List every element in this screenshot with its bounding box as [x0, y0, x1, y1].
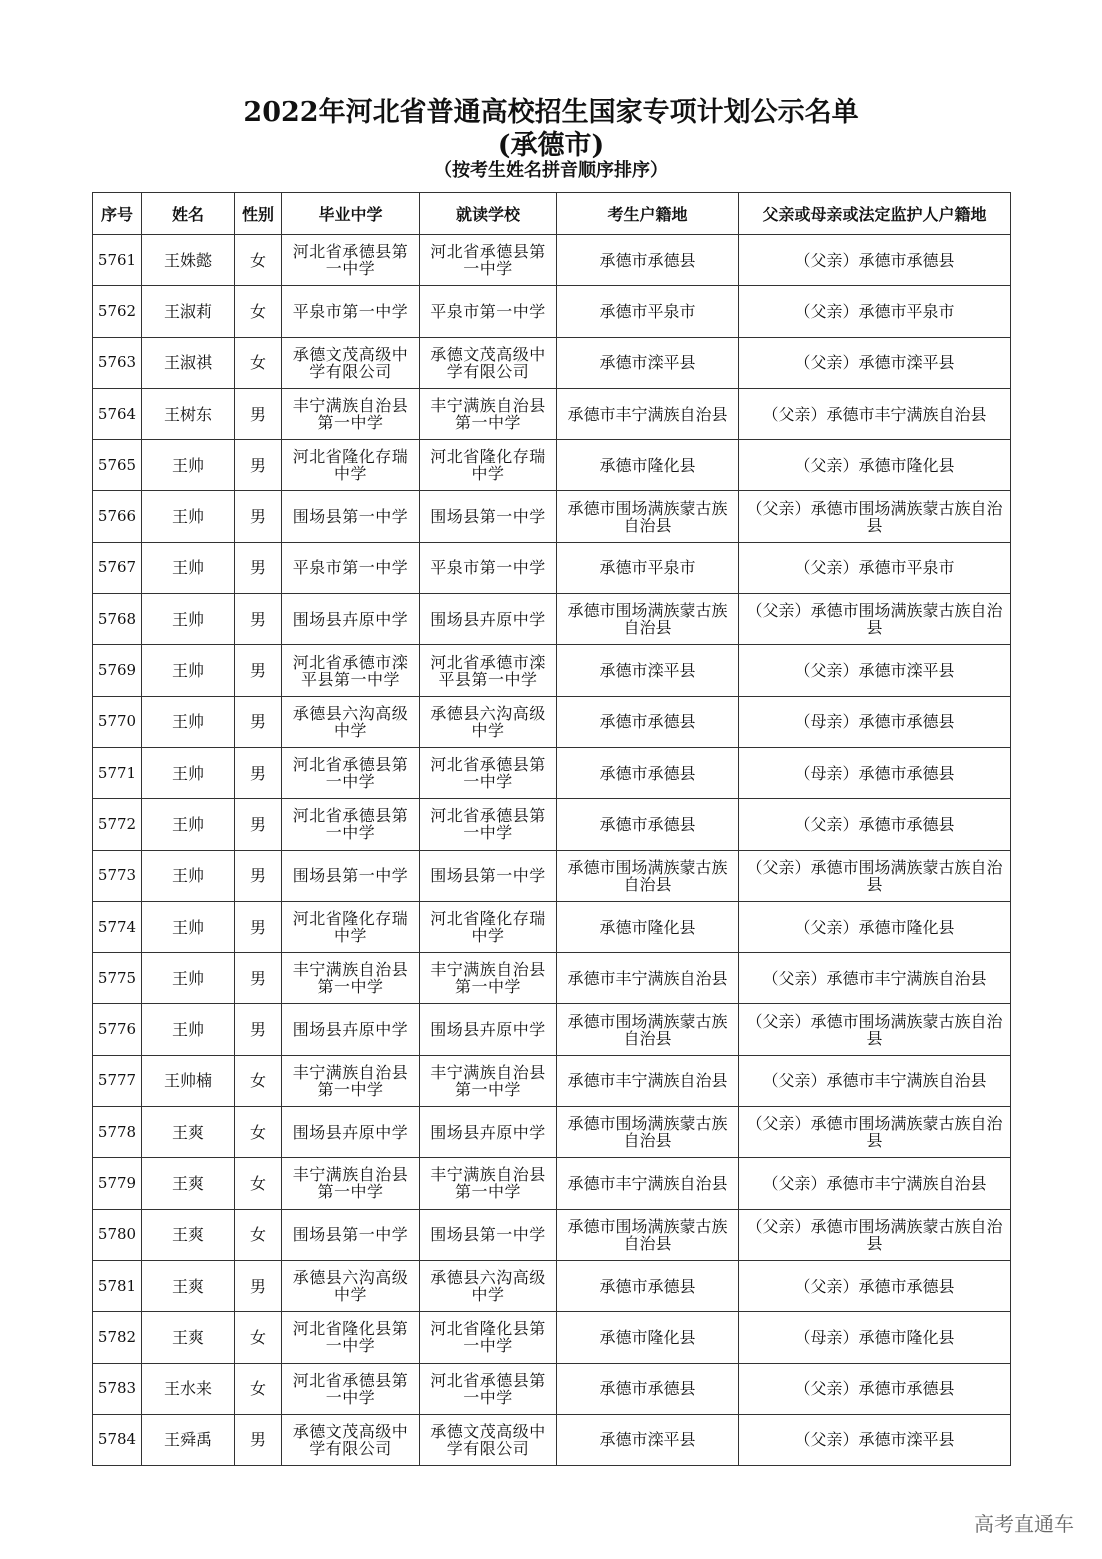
cell-gender: 女 [235, 286, 282, 337]
cell-residence: 承德市隆化县 [557, 1312, 739, 1363]
cell-seq: 5762 [93, 286, 142, 337]
cell-name: 王树东 [142, 388, 235, 439]
cell-gender: 男 [235, 901, 282, 952]
cell-gender: 男 [235, 953, 282, 1004]
cell-seq: 5766 [93, 491, 142, 542]
cell-current-school: 围场县第一中学 [420, 491, 557, 542]
cell-seq: 5763 [93, 337, 142, 388]
column-header-guardian-residence: 父亲或母亲或法定监护人户籍地 [739, 193, 1011, 235]
table-row [93, 235, 1011, 286]
cell-gender: 男 [235, 1004, 282, 1055]
cell-guardian-residence: （母亲）承德市承德县 [739, 696, 1011, 747]
table-row [93, 747, 1011, 798]
cell-gender: 女 [235, 1312, 282, 1363]
cell-seq: 5770 [93, 696, 142, 747]
cell-residence: 承德市滦平县 [557, 1414, 739, 1465]
cell-current-school: 围场县卉原中学 [420, 1004, 557, 1055]
cell-name: 王舜禹 [142, 1414, 235, 1465]
cell-gender: 女 [235, 1209, 282, 1260]
table-row [93, 1158, 1011, 1209]
cell-guardian-residence: （父亲）承德市承德县 [739, 1260, 1011, 1311]
cell-seq: 5761 [93, 235, 142, 286]
cell-current-school: 河北省承德县第一中学 [420, 799, 557, 850]
cell-residence: 承德市滦平县 [557, 645, 739, 696]
cell-residence: 承德市滦平县 [557, 337, 739, 388]
cell-guardian-residence: （父亲）承德市围场满族蒙古族自治县 [739, 1107, 1011, 1158]
cell-residence: 承德市隆化县 [557, 440, 739, 491]
cell-residence: 承德市围场满族蒙古族自治县 [557, 1209, 739, 1260]
cell-name: 王帅 [142, 542, 235, 593]
cell-current-school: 承德县六沟高级中学 [420, 696, 557, 747]
table-row [93, 799, 1011, 850]
cell-seq: 5779 [93, 1158, 142, 1209]
cell-seq: 5767 [93, 542, 142, 593]
cell-guardian-residence: （父亲）承德市丰宁满族自治县 [739, 1158, 1011, 1209]
cell-guardian-residence: （父亲）承德市丰宁满族自治县 [739, 388, 1011, 439]
cell-current-school: 河北省隆化存瑞中学 [420, 440, 557, 491]
table-row [93, 1209, 1011, 1260]
column-header-grad-school: 毕业中学 [282, 193, 420, 235]
cell-current-school: 承德文茂高级中学有限公司 [420, 337, 557, 388]
cell-name: 王帅 [142, 799, 235, 850]
cell-seq: 5772 [93, 799, 142, 850]
cell-seq: 5778 [93, 1107, 142, 1158]
cell-current-school: 丰宁满族自治县第一中学 [420, 388, 557, 439]
cell-residence: 承德市承德县 [557, 1363, 739, 1414]
cell-name: 王帅 [142, 594, 235, 645]
cell-seq: 5781 [93, 1260, 142, 1311]
cell-residence: 承德市丰宁满族自治县 [557, 953, 739, 1004]
cell-name: 王帅 [142, 1004, 235, 1055]
cell-residence: 承德市隆化县 [557, 901, 739, 952]
column-header-name: 姓名 [142, 193, 235, 235]
cell-current-school: 围场县卉原中学 [420, 1107, 557, 1158]
table-row [93, 594, 1011, 645]
cell-residence: 承德市丰宁满族自治县 [557, 1055, 739, 1106]
table-row [93, 1312, 1011, 1363]
cell-residence: 承德市围场满族蒙古族自治县 [557, 850, 739, 901]
cell-grad-school: 丰宁满族自治县第一中学 [282, 953, 420, 1004]
table-row [93, 542, 1011, 593]
cell-name: 王姝懿 [142, 235, 235, 286]
cell-grad-school: 河北省承德县第一中学 [282, 1363, 420, 1414]
cell-residence: 承德市承德县 [557, 696, 739, 747]
cell-name: 王帅 [142, 645, 235, 696]
cell-gender: 男 [235, 696, 282, 747]
cell-current-school: 河北省承德县第一中学 [420, 235, 557, 286]
cell-current-school: 丰宁满族自治县第一中学 [420, 953, 557, 1004]
cell-guardian-residence: （父亲）承德市隆化县 [739, 440, 1011, 491]
cell-name: 王水来 [142, 1363, 235, 1414]
table-row [93, 953, 1011, 1004]
cell-residence: 承德市承德县 [557, 799, 739, 850]
page-title: 2022年河北省普通高校招生国家专项计划公示名单 [243, 97, 859, 128]
cell-gender: 男 [235, 850, 282, 901]
cell-current-school: 承德文茂高级中学有限公司 [420, 1414, 557, 1465]
cell-current-school: 河北省承德市滦平县第一中学 [420, 645, 557, 696]
cell-name: 王帅 [142, 953, 235, 1004]
cell-seq: 5782 [93, 1312, 142, 1363]
cell-seq: 5773 [93, 850, 142, 901]
table-row [93, 440, 1011, 491]
cell-current-school: 平泉市第一中学 [420, 542, 557, 593]
cell-name: 王爽 [142, 1107, 235, 1158]
cell-seq: 5764 [93, 388, 142, 439]
cell-grad-school: 河北省隆化县第一中学 [282, 1312, 420, 1363]
table-row [93, 850, 1011, 901]
cell-name: 王帅 [142, 696, 235, 747]
cell-current-school: 围场县第一中学 [420, 1209, 557, 1260]
cell-grad-school: 围场县第一中学 [282, 850, 420, 901]
cell-residence: 承德市丰宁满族自治县 [557, 1158, 739, 1209]
cell-seq: 5765 [93, 440, 142, 491]
roster-table [92, 192, 1011, 1466]
cell-grad-school: 围场县第一中学 [282, 1209, 420, 1260]
cell-grad-school: 承德县六沟高级中学 [282, 1260, 420, 1311]
table-row [93, 696, 1011, 747]
cell-guardian-residence: （父亲）承德市围场满族蒙古族自治县 [739, 850, 1011, 901]
cell-residence: 承德市围场满族蒙古族自治县 [557, 491, 739, 542]
cell-grad-school: 平泉市第一中学 [282, 286, 420, 337]
cell-grad-school: 承德县六沟高级中学 [282, 696, 420, 747]
cell-guardian-residence: （父亲）承德市承德县 [739, 799, 1011, 850]
cell-current-school: 河北省隆化县第一中学 [420, 1312, 557, 1363]
table-row [93, 645, 1011, 696]
cell-residence: 承德市围场满族蒙古族自治县 [557, 1107, 739, 1158]
cell-seq: 5775 [93, 953, 142, 1004]
cell-gender: 男 [235, 1260, 282, 1311]
cell-residence: 承德市承德县 [557, 1260, 739, 1311]
cell-guardian-residence: （母亲）承德市隆化县 [739, 1312, 1011, 1363]
cell-name: 王帅 [142, 850, 235, 901]
cell-guardian-residence: （父亲）承德市滦平县 [739, 645, 1011, 696]
cell-guardian-residence: （父亲）承德市承德县 [739, 1363, 1011, 1414]
column-header-residence: 考生户籍地 [557, 193, 739, 235]
cell-gender: 女 [235, 1363, 282, 1414]
cell-residence: 承德市承德县 [557, 747, 739, 798]
cell-guardian-residence: （父亲）承德市隆化县 [739, 901, 1011, 952]
table-row [93, 901, 1011, 952]
cell-grad-school: 河北省隆化存瑞中学 [282, 901, 420, 952]
cell-guardian-residence: （母亲）承德市承德县 [739, 747, 1011, 798]
cell-gender: 男 [235, 799, 282, 850]
cell-current-school: 围场县第一中学 [420, 850, 557, 901]
watermark: 高考直通车 [974, 1512, 1074, 1536]
cell-grad-school: 河北省承德县第一中学 [282, 799, 420, 850]
cell-residence: 承德市平泉市 [557, 286, 739, 337]
cell-residence: 承德市围场满族蒙古族自治县 [557, 594, 739, 645]
cell-residence: 承德市承德县 [557, 235, 739, 286]
cell-seq: 5780 [93, 1209, 142, 1260]
cell-name: 王爽 [142, 1312, 235, 1363]
cell-current-school: 丰宁满族自治县第一中学 [420, 1158, 557, 1209]
cell-grad-school: 河北省隆化存瑞中学 [282, 440, 420, 491]
cell-grad-school: 河北省承德县第一中学 [282, 235, 420, 286]
cell-grad-school: 河北省承德县第一中学 [282, 747, 420, 798]
table-row [93, 337, 1011, 388]
cell-seq: 5774 [93, 901, 142, 952]
column-header-seq: 序号 [93, 193, 142, 235]
cell-seq: 5769 [93, 645, 142, 696]
cell-guardian-residence: （父亲）承德市平泉市 [739, 286, 1011, 337]
cell-current-school: 围场县卉原中学 [420, 594, 557, 645]
cell-guardian-residence: （父亲）承德市滦平县 [739, 337, 1011, 388]
cell-gender: 男 [235, 440, 282, 491]
cell-guardian-residence: （父亲）承德市丰宁满族自治县 [739, 953, 1011, 1004]
cell-residence: 承德市围场满族蒙古族自治县 [557, 1004, 739, 1055]
cell-current-school: 河北省隆化存瑞中学 [420, 901, 557, 952]
cell-gender: 男 [235, 594, 282, 645]
cell-guardian-residence: （父亲）承德市承德县 [739, 235, 1011, 286]
cell-gender: 男 [235, 747, 282, 798]
cell-gender: 女 [235, 1158, 282, 1209]
column-header-current-school: 就读学校 [420, 193, 557, 235]
table-row [93, 1004, 1011, 1055]
cell-residence: 承德市平泉市 [557, 542, 739, 593]
cell-gender: 男 [235, 388, 282, 439]
cell-guardian-residence: （父亲）承德市围场满族蒙古族自治县 [739, 1004, 1011, 1055]
cell-seq: 5783 [93, 1363, 142, 1414]
cell-gender: 女 [235, 1107, 282, 1158]
cell-grad-school: 丰宁满族自治县第一中学 [282, 1055, 420, 1106]
cell-seq: 5784 [93, 1414, 142, 1465]
cell-current-school: 丰宁满族自治县第一中学 [420, 1055, 557, 1106]
cell-grad-school: 承德文茂高级中学有限公司 [282, 337, 420, 388]
cell-gender: 男 [235, 1414, 282, 1465]
cell-grad-school: 河北省承德市滦平县第一中学 [282, 645, 420, 696]
cell-name: 王淑莉 [142, 286, 235, 337]
cell-seq: 5771 [93, 747, 142, 798]
cell-grad-school: 围场县卉原中学 [282, 1107, 420, 1158]
table-row [93, 491, 1011, 542]
cell-residence: 承德市丰宁满族自治县 [557, 388, 739, 439]
sort-note: （按考生姓名拼音顺序排序） [434, 160, 668, 181]
cell-guardian-residence: （父亲）承德市围场满族蒙古族自治县 [739, 491, 1011, 542]
cell-gender: 男 [235, 542, 282, 593]
table-row [93, 388, 1011, 439]
cell-gender: 女 [235, 337, 282, 388]
cell-name: 王帅 [142, 440, 235, 491]
cell-seq: 5768 [93, 594, 142, 645]
cell-current-school: 平泉市第一中学 [420, 286, 557, 337]
cell-name: 王爽 [142, 1209, 235, 1260]
cell-seq: 5776 [93, 1004, 142, 1055]
cell-current-school: 河北省承德县第一中学 [420, 1363, 557, 1414]
cell-grad-school: 丰宁满族自治县第一中学 [282, 1158, 420, 1209]
cell-name: 王帅 [142, 747, 235, 798]
table-row [93, 1363, 1011, 1414]
table-header-row [93, 193, 1011, 235]
column-header-gender: 性别 [235, 193, 282, 235]
cell-gender: 女 [235, 1055, 282, 1106]
table-row [93, 1414, 1011, 1465]
cell-grad-school: 平泉市第一中学 [282, 542, 420, 593]
cell-name: 王爽 [142, 1260, 235, 1311]
cell-name: 王爽 [142, 1158, 235, 1209]
cell-seq: 5777 [93, 1055, 142, 1106]
cell-guardian-residence: （父亲）承德市围场满族蒙古族自治县 [739, 1209, 1011, 1260]
cell-name: 王帅楠 [142, 1055, 235, 1106]
cell-grad-school: 围场县第一中学 [282, 491, 420, 542]
cell-grad-school: 承德文茂高级中学有限公司 [282, 1414, 420, 1465]
page-subtitle: (承德市) [497, 130, 605, 161]
cell-current-school: 河北省承德县第一中学 [420, 747, 557, 798]
cell-guardian-residence: （父亲）承德市滦平县 [739, 1414, 1011, 1465]
table-row [93, 1260, 1011, 1311]
cell-grad-school: 围场县卉原中学 [282, 594, 420, 645]
table-row [93, 1107, 1011, 1158]
cell-gender: 男 [235, 491, 282, 542]
cell-name: 王淑祺 [142, 337, 235, 388]
cell-grad-school: 丰宁满族自治县第一中学 [282, 388, 420, 439]
table-row [93, 286, 1011, 337]
table-row [93, 1055, 1011, 1106]
cell-name: 王帅 [142, 901, 235, 952]
cell-gender: 男 [235, 645, 282, 696]
cell-grad-school: 围场县卉原中学 [282, 1004, 420, 1055]
cell-guardian-residence: （父亲）承德市丰宁满族自治县 [739, 1055, 1011, 1106]
cell-guardian-residence: （父亲）承德市平泉市 [739, 542, 1011, 593]
cell-guardian-residence: （父亲）承德市围场满族蒙古族自治县 [739, 594, 1011, 645]
cell-gender: 女 [235, 235, 282, 286]
cell-name: 王帅 [142, 491, 235, 542]
cell-current-school: 承德县六沟高级中学 [420, 1260, 557, 1311]
